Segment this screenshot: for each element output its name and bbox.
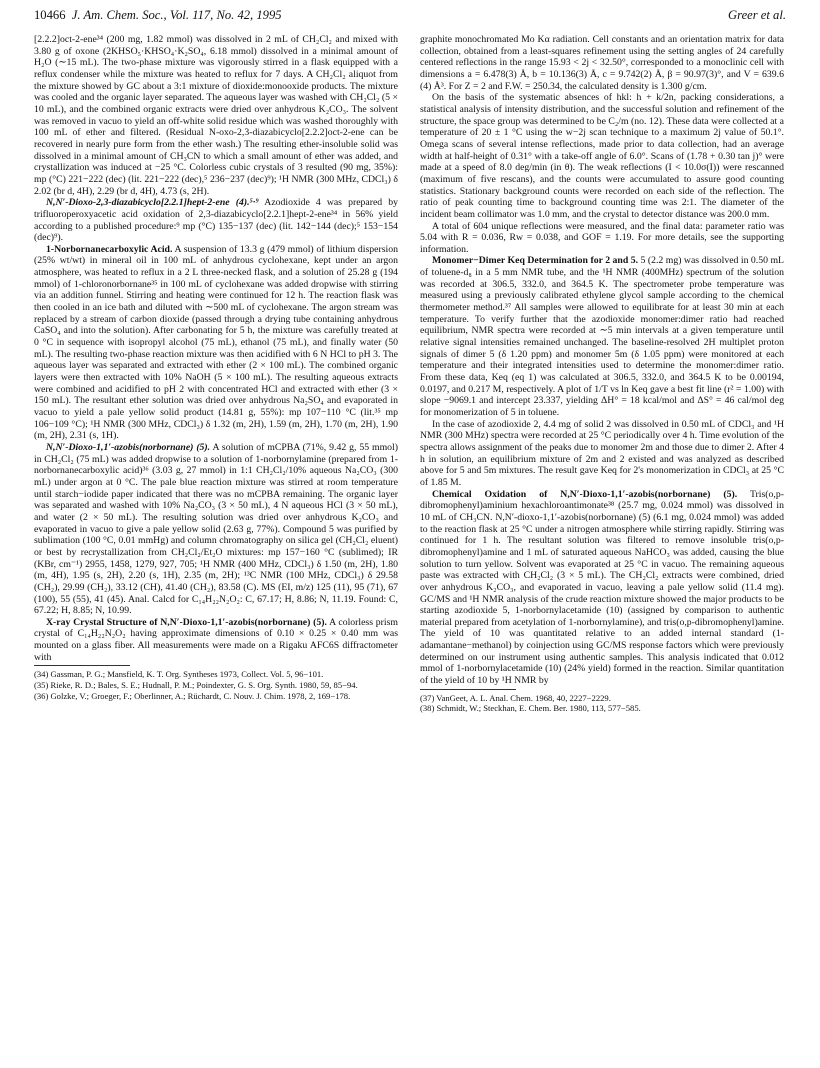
section-heading: Monomer−Dimer Keq Determination for 2 and 5.: [432, 255, 639, 267]
paragraph: [34, 617, 398, 664]
paragraph: graphite monochromated Mo Kα radiation. Cell constants and an orientation matrix for data collection, obtained from a least-squares refinement using the setting angles of 24 carefully centered reflections in the range 15.93 < 2j < 32.50°, corresponded to a monoclinic cell with dimensions a = 6.478(3) Å, b = 10.136(3) Å, c = 9.742(2) Å, β = 90.97(3)°, and V = 639.6 (4) Å³. For Z = 2 and F.W. = 250.34, the calculated density is 1.300 g/cm.: [420, 34, 784, 92]
footnote-divider: [420, 689, 516, 690]
footnote: (37) VanGeet, A. L. Anal. Chem. 1968, 40, 2227−2229.: [420, 692, 611, 703]
section-heading: X-ray Crystal Structure of N,N′-Dioxo-1,1′-azobis(norbornane) (5).: [46, 616, 327, 628]
section-heading: Chemical Oxidation of N,N′-Dioxo-1,1′-azobis(norbornane) (5).: [432, 488, 738, 500]
section-heading: N,N′-Dioxo-1,1′-azobis(norbornane) (5).: [46, 441, 211, 453]
running-header: [34, 8, 786, 28]
right-column: [420, 34, 784, 714]
journal-citation: J. Am. Chem. Soc., Vol. 117, No. 42, 1995: [71, 8, 282, 22]
footnote-divider: [34, 665, 130, 666]
paragraph: On the basis of the systematic absences of hkl: h + k/2n, packing considerations, a statistical analysis of intensity distribution, and the successful solution and refinement of the structure, the space group was determined to be C₂/m (no. 12). These data were collected at a temperature of 20 ± 1 °C using the w−2j scan technique to a maximum 2j value of 50.1°. Omega scans of several intense reflections, made prior to data collection, had an average width at half-height of 0.31° with a take-off angle of 6.0°. Scans of (1.78 + 0.30 tan j)° were made at a speed of 8.0 deg/min (in θ). The weak reflections (I < 10.0σ(I)) were rescanned (maximum of five rescans), and the counts were accumulated to assure good counting statistics. Stationary background counts were recorded on each side of the reflection. The ratio of peak counting time to background counting time was 2:1. The diameter of the incident beam collimator was 1.0 mm, and the crystal to detector distance was 200.0 mm.: [420, 92, 784, 220]
left-column: [34, 34, 398, 701]
paragraph-body: 5 (2.2 mg) was dissolved in 0.50 mL of toluene-d₈ in a 5 mm NMR tube, and the ¹H NMR (400MHz) spectrum of the solution was recorded at 306.5, 332.0, and 364.5 K. The spectrometer probe temperature was measured using a previously calibrated ethylene glycol sample according to the chemical thermometer method.³⁷ All samples were allowed to equilibrate for at least 30 min at each temperature. To verify further that the azodioxide monomer:dimer ratio had reached equilibrium, NMR spectra were recorded at ∼5 min intervals at a given temperature until relative signal intensities remained unchanged. The baseline-resolved 2H multiplet proton signals of dimer 5 (δ 1.20 ppm) and monomer 5m (δ 1.05 ppm) were monitored at each temperature and their integrated intensities used to determine the monomer:dimer ratio. From these data, Keq (eq 1) was calculated at 306.5, 332.0, and 364.5 K to be 0.00194, 0.0197, and 0.217 M, respectively. A plot of 1/T vs ln Keq gave a best fit line (r² = 1.00) with slope −9069.1 and intercept 23.337, yielding ΔH° = 18 kcal/mol and ΔS° = 46 cal/mol deg for monomerization of 5 in toluene.: [420, 255, 784, 418]
footnote: (38) Schmidt, W.; Steckhan, E. Chem. Ber. 1980, 113, 577−585.: [420, 703, 641, 714]
paragraph-body: Azodioxide 4 was prepared by trifluoroperoxyacetic acid oxidation of 2,3-diazabicyclo[2.2.1]hept-2-ene³⁴ in 56% yield according to a published procedure:⁹ mp (°C) 135−137 (dec) (lit. 142−144 (dec);⁵ 153−154 (dec)⁹).: [34, 197, 399, 244]
paragraph-body: Tris(o,p-dibromophenyl)aminium hexachloroantimonate³⁸ (25.7 mg, 0.024 mmol) was dissolved in 10 mL of CH₃CN. N,N′-dioxo-1,1′-azobis(norbornane) (5) (6.1 mg, 0.024 mmol) was added to the reaction flask at 25 °C under a nitrogen atmosphere while stirring rapidly. Stirring was continued for 1 h. The resultant solution was filtered to remove insoluble tris(o,p-dibromophenyl)amine and 1 mL of saturated aqueous NaHCO₃ was added, causing the blue solution to turn yellow. Solvent was evaporated at 25 °C in vacuo. The remaining aqueous paste was extracted with CH₂Cl₂ (3 × 5 mL). The CH₂Cl₂ extracts were combined, dried over anhydrous K₂CO₃, and evaporated in vacuo, leaving a pale yellow solid (11.4 mg). GC/MS and ¹H NMR analysis of the crude reaction mixture showed the major products to be starting azodioxide 5, 1-norbornylacetamide (10) (assigned by comparison to authentic material prepared from acetylation of 1-norbornylamine), and tris(o,p-dibromophenyl)amine. The yield of 10 was quantitated relative to an added internal standard (1-adamantane−methanol) by coinjection using GC/MS response factors which were previously determined on our instrument using authentic samples. This analysis indicated that 0.012 mmol of 1-norbornylacetamide (10) (24% yield) formed in the reaction. Similar quantitation of the yield of 10 by ¹H NMR by: [420, 488, 784, 687]
paragraph: [2.2.2]oct-2-ene³⁴ (200 mg, 1.82 mmol) was dissolved in 2 mL of CH₂Cl₂ and mixed with 3.80 g of oxone (2KHSO₅·KHSO₄·K₂SO₄, 6.18 mmol) dissolved in a minimal amount of H₂O (∼15 mL). The two-phase mixture was vigorously stirred in a flask equipped with a reflux condenser while the mixture was heated to reflux for 7 days. A CH₂Cl₂ aliquot from the mixture showed by GC about a 3:1 mixture of dioxide:monooxide products. The mixture was cooled and the organic layer separated. The aqueous layer was washed with CH₂Cl₂ (5 × 10 mL), and the combined organic extracts were dried over anhydrous K₂CO₃. The solvent was removed in vacuo to yield an off-white solid residue which was washed thoroughly with 100 mL of ether and filtered. (Residual N-oxo-2,3-diazabicyclo[2.2.2]oct-2-ene can be recovered in nearly pure form from the ether wash.) The resulting ether-insoluble solid was dissolved in a minimal amount of CH₃CN to which a small amount of ether was added, and crystallization was induced at −25 °C. Colorless cubic crystals of 3 resulted (90 mg, 35%): mp (°C) 221−222 (dec) (lit. 221−222 (dec),⁵ 236−237 (dec)⁹); ¹H NMR (300 MHz, CDCl₃) δ 2.02 (br d, 4H), 2.29 (br d, 4H), 4.73 (s, 2H).: [34, 34, 398, 197]
paragraph-body: A solution of mCPBA (71%, 9.42 g, 55 mmol) in CH₂Cl₂ (75 mL) was added dropwise to a solution of 1-norbornylamine (prepared from 1-norbornanecarboxylic acid)³⁶ (3.03 g, 27 mmol) in 1:1 CH₂Cl₂/10% aqueous Na₂CO₃ (300 mL) under argon at 0 °C. The pale blue reaction mixture was stirred at room temperature until starch−iodide paper indicated that there was no mCPBA remaining. The organic layer was separated and washed with 10% Na₂CO₃ (3 × 50 mL), 4 N aqueous HCl (3 × 50 mL), and water (2 × 50 mL). The resulting solution was dried over anhydrous K₂CO₃ and evaporated in vacuo to give a pale yellow solid (2.63 g, 77%). Compound 5 was purified by sublimation (100 °C, 0.01 mmHg) and column chromatography on silica gel (CH₂Cl₂ eluent) or best by recrystallization from CH₂Cl₂/Et₂O mixtures: mp 157−160 °C (sublimed); IR (KBr, cm⁻¹) 2955, 1458, 1279, 927, 705; ¹H NMR (400 MHz, CDCl₃) δ 1.50 (m, 2H), 1.80 (m, 4H), 1.95 (s, 2H), 2.20 (s, 1H), 2.35 (m, 2H); ¹³C NMR (100 MHz, CDCl₃) δ 29.58 (CH₂), 29.99 (CH₂), 33.12 (CH), 41.40 (CH₂), 83.58 (C). MS (EI, m/z) 125 (11), 95 (71), 67 (100), 55 (55), 41 (45). Anal. Calcd for C₁₄H₂₂N₂O₂: C, 67.17; H, 8.86; N, 11.19. Found: C, 67.22; H, 8.85; N, 10.99.: [34, 441, 398, 617]
footnote: (36) Golzke, V.; Groeger, F.; Oberlinner, A.; Rüchardt, C. Nouv. J. Chim. 1978, 2, 169−178.: [34, 690, 351, 701]
footnote: (34) Gassman, P. G.; Mansfield, K. T. Org. Syntheses 1973, Collect. Vol. 5, 96−101.: [34, 669, 324, 680]
footnotes: [420, 693, 784, 714]
paragraph: [420, 255, 784, 418]
paragraph-body: A suspension of 13.3 g (479 mmol) of lithium dispersion (25% wt/wt) in mineral oil in 100 mL of anhydrous cyclohexane, kept under an argon atmosphere, was heated to reflux in a 2 L three-necked flask, and a solution of 25.28 g (194 mmol) of 1-chloronorbornane³⁵ in 100 mL of cyclohexane was added dropwise with stirring via an addition funnel. Stirring and heating were continued for 12 h. The reaction flask was then cooled in an ice bath and diluted with ∼500 mL of cyclohexane. The argon stream was replaced by a stream of carbon dioxide (passed through a drying tube containing anhydrous CaSO₄ and into the solution). After carbonating for 5 h, the mixture was carefully treated at 0 °C in sequence with isopropyl alcohol (75 mL), ethanol (75 mL), and finally water (50 mL). The resulting two-phase reaction mixture was then acidified with 6 N HCl to pH 3. The aqueous layer was separated and extracted with ether (2 × 100 mL). The combined organic layers were then extracted with 10% NaOH (5 × 100 mL). The resulting aqueous extracts were combined and acidified to pH 2 with concentrated HCl and extracted with ether (3 × 150 mL). The resultant ether solution was dried over anhydrous Na₂SO₄ and evaporated in vacuo to yield a pale yellow solid product (14.81 g, 55%): mp 107−110 °C (lit.³⁵ mp 106−109 °C); ¹H NMR (300 MHz, CDCl₃) δ 1.32 (m, 2H), 1.59 (m, 2H), 1.70 (m, 2H), 1.90 (m, 2H), 2.31 (s, 1H).: [34, 243, 399, 442]
header-left: [34, 8, 282, 23]
header-authors: Greer et al.: [728, 8, 786, 22]
section-heading: 1-Norbornanecarboxylic Acid.: [46, 243, 173, 255]
footnote: (35) Rieke, R. D.; Bales, S. E.; Hudnall, P. M.; Poindexter, G. S. Org. Synth. 1980, 59, 85−94.: [34, 680, 358, 691]
section-heading: N,N′-Dioxo-2,3-diazabicyclo[2.2.1]hept-2-ene (4).⁵·⁹: [46, 197, 259, 209]
footnotes: [34, 669, 398, 701]
paragraph: In the case of azodioxide 2, 4.4 mg of solid 2 was dissolved in 0.50 mL of CDCl₃ and ¹H NMR (300 MHz) spectra were recorded at 25 °C periodically over 4 h. Time evolution of the spectra allows assignment of the peaks due to monomer 2m and those due to dimer 2. After 4 h in solution, an equilibrium mixture of 2m and 2 existed and was analyzed as described above for 5 and 5m mixtures. The result gave Keq for 2's monomerization in CDCl₃ at 25 °C of 1.85 M.: [420, 418, 784, 488]
paragraph: [420, 489, 784, 687]
paragraph: [34, 244, 398, 442]
page-number: 10466: [34, 8, 66, 22]
paragraph: [34, 197, 398, 244]
paragraph: [34, 442, 398, 617]
paragraph: A total of 604 unique reflections were measured, and the final data: parameter ratio was 5.04 with R = 0.036, Rw = 0.038, and GOF = 1.19. For more details, see the supporting information.: [420, 220, 784, 255]
paragraph-body: A colorless prism crystal of C₁₄H₂₂N₂O₂ having approximate dimensions of 0.10 × 0.25 × 0.40 mm was mounted on a glass fiber. All measurements were made on a Rigaku AFC6S diffractometer with: [34, 616, 398, 663]
